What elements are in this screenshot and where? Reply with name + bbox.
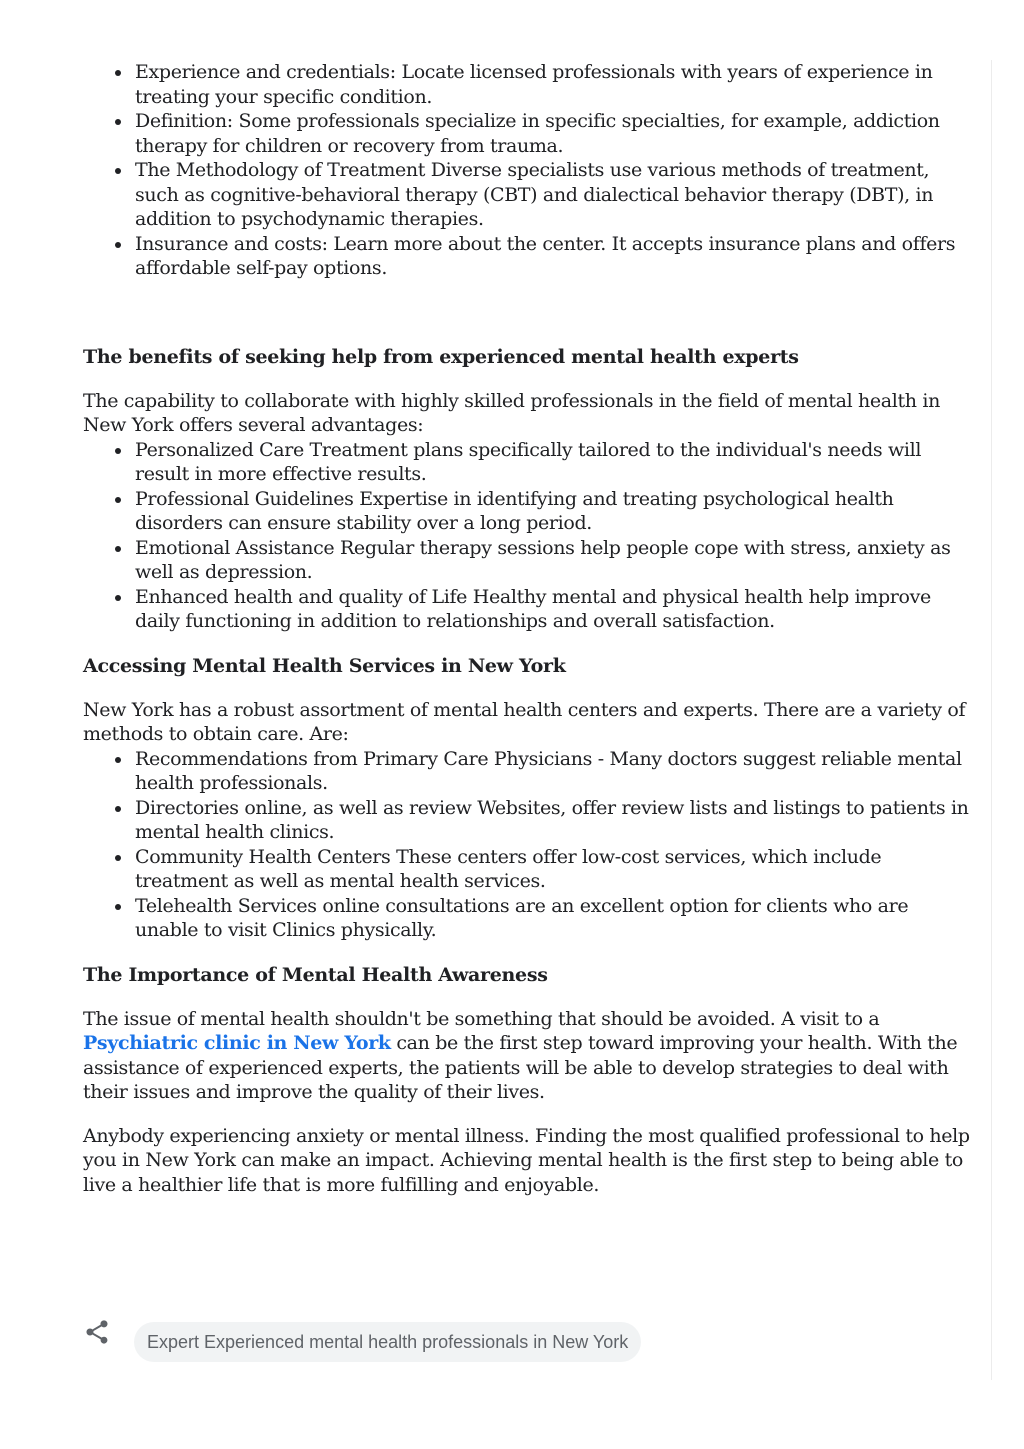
list-item: Definition: Some professionals specialize in specific specialties, for example, addiction therapy for children or recovery from trauma. — [135, 109, 973, 158]
considerations-list — [83, 60, 973, 281]
article-body — [83, 60, 973, 1197]
awareness-text-after-link: can be the first step toward improving your health. With the assistance of experienced experts, the patients will be able to develop strategies to deal with their issues and improve the quality of their lives. — [83, 1032, 958, 1103]
benefits-list — [83, 438, 973, 634]
list-item: Professional Guidelines Expertise in identifying and treating psychological health disorders can ensure stability over a long period. — [135, 487, 973, 536]
list-item: Recommendations from Primary Care Physicians - Many doctors suggest reliable mental health professionals. — [135, 747, 973, 796]
access-list — [83, 747, 973, 943]
list-item: Community Health Centers These centers offer low-cost services, which include treatment as well as mental health services. — [135, 845, 973, 894]
list-item: Telehealth Services online consultations are an excellent option for clients who are unable to visit Clinics physically. — [135, 894, 973, 943]
benefits-intro: The capability to collaborate with highly skilled professionals in the field of mental health in New York offers several advantages: — [83, 389, 940, 436]
list-item: Experience and credentials: Locate licensed professionals with years of experience in treating your specific condition. — [135, 60, 973, 109]
label-chip[interactable]: Expert Experienced mental health professionals in New York — [134, 1322, 641, 1362]
awareness-paragraph-1 — [83, 1007, 973, 1105]
list-item: Emotional Assistance Regular therapy sessions help people cope with stress, anxiety as well as depression. — [135, 536, 973, 585]
awareness-heading: The Importance of Mental Health Awareness — [83, 963, 548, 986]
benefits-heading: The benefits of seeking help from experienced mental health experts — [83, 345, 799, 368]
access-heading: Accessing Mental Health Services in New York — [83, 654, 566, 677]
page-edge-divider — [991, 60, 992, 1380]
list-item: Enhanced health and quality of Life Healthy mental and physical health help improve daily functioning in addition to relationships and overall satisfaction. — [135, 585, 973, 634]
awareness-paragraph-2: Anybody experiencing anxiety or mental illness. Finding the most qualified professional to help you in New York can make an impact. Achieving mental health is the first step to being able to live a healthier life that is more fulfilling and enjoyable. — [83, 1124, 970, 1196]
awareness-text-before-link: The issue of mental health shouldn't be something that should be avoided. A visit to a — [83, 1007, 880, 1030]
post-footer — [83, 1318, 703, 1366]
psychiatric-clinic-link[interactable]: Psychiatric clinic in New York — [83, 1032, 391, 1054]
list-item: Insurance and costs: Learn more about the center. It accepts insurance plans and offers affordable self-pay options. — [135, 232, 973, 281]
list-item: Personalized Care Treatment plans specifically tailored to the individual's needs will result in more effective results. — [135, 438, 973, 487]
access-intro: New York has a robust assortment of mental health centers and experts. There are a variety of methods to obtain care. Are: — [83, 698, 966, 745]
list-item: The Methodology of Treatment Diverse specialists use various methods of treatment, such as cognitive-behavioral therapy (CBT) and dialectical behavior therapy (DBT), in addition to psychodynamic therapies. — [135, 158, 973, 232]
share-icon[interactable] — [83, 1318, 111, 1346]
list-item: Directories online, as well as review Websites, offer review lists and listings to patients in mental health clinics. — [135, 796, 973, 845]
